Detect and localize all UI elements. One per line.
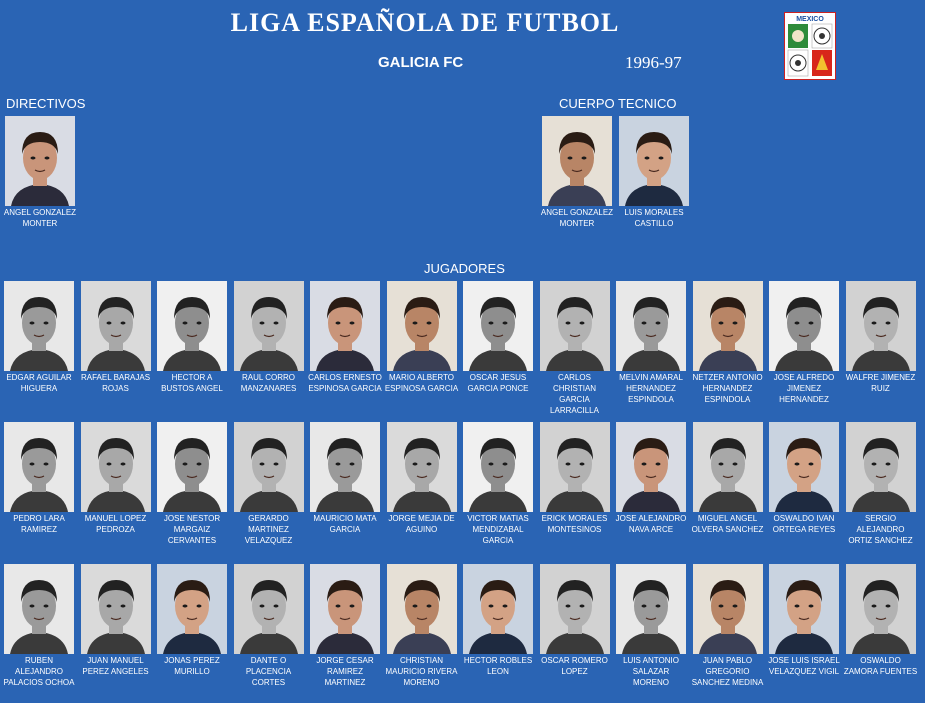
player-photo	[846, 564, 916, 654]
player-card	[232, 422, 306, 546]
player-card	[691, 281, 765, 405]
player-card	[461, 564, 535, 677]
player-card	[461, 281, 535, 394]
player-name: OSWALDO ZAMORA FUENTES	[843, 656, 918, 676]
player-name: MARIO ALBERTO ESPINOSA GARCIA	[384, 373, 459, 393]
player-name: JOSE ALEJANDRO NAVA ARCE	[615, 514, 687, 534]
player-name: LUIS ANTONIO SALAZAR MORENO	[623, 656, 679, 687]
player-card	[538, 281, 612, 416]
player-photo	[4, 564, 74, 654]
jugadores-heading: JUGADORES	[424, 261, 505, 276]
player-photo	[81, 281, 151, 371]
cuerpo-tecnico-name: ANGEL GONZALEZ MONTER	[540, 208, 614, 228]
player-card	[2, 422, 76, 535]
player-photo	[310, 281, 380, 371]
player-card	[79, 422, 153, 535]
player-name: CARLOS ERNESTO ESPINOSA GARCIA	[308, 373, 382, 393]
player-card	[385, 422, 459, 535]
player-photo	[387, 422, 457, 512]
player-photo	[234, 422, 304, 512]
player-photo	[616, 422, 686, 512]
player-card	[79, 281, 153, 394]
player-card	[308, 564, 382, 688]
player-photo	[769, 422, 839, 512]
player-name: JOSE LUIS ISRAEL VELAZQUEZ VIGIL	[768, 656, 840, 676]
club-crest-logo	[784, 12, 836, 80]
player-photo	[616, 564, 686, 654]
player-card	[767, 422, 841, 535]
player-photo	[693, 281, 763, 371]
page-title: LIGA ESPAÑOLA DE FUTBOL	[230, 8, 620, 37]
directivo-name: ANGEL GONZALEZ MONTER	[3, 208, 77, 228]
player-name: DANTE O PLACENCIA CORTES	[245, 656, 292, 687]
player-photo	[387, 281, 457, 371]
player-name: JOSE ALFREDO JIMENEZ HERNANDEZ	[773, 373, 835, 404]
cuerpo-tecnico-photo	[542, 116, 612, 206]
player-photo	[616, 281, 686, 371]
player-card	[308, 422, 382, 535]
player-name: HECTOR ROBLES LEON	[463, 656, 533, 676]
player-card	[691, 422, 765, 535]
player-name: RAFAEL BARAJAS ROJAS	[80, 373, 151, 393]
player-name: PEDRO LARA RAMIREZ	[13, 514, 65, 534]
directivo-photo	[5, 116, 75, 206]
directivo-card	[3, 116, 77, 229]
player-card	[767, 564, 841, 677]
cuerpo-tecnico-photo	[619, 116, 689, 206]
player-name: JUAN MANUEL PEREZ ANGELES	[82, 656, 149, 676]
player-name: OSWALDO IVAN ORTEGA REYES	[772, 514, 836, 534]
player-photo	[540, 422, 610, 512]
player-card	[614, 281, 688, 405]
player-card	[385, 564, 459, 688]
player-card	[155, 564, 229, 677]
player-card	[844, 564, 918, 677]
player-photo	[157, 422, 227, 512]
season-label: 1996-97	[625, 53, 682, 72]
player-card	[844, 281, 918, 394]
player-photo	[463, 281, 533, 371]
player-photo	[769, 281, 839, 371]
player-name: MIGUEL ANGEL OLVERA SANCHEZ	[691, 514, 764, 534]
player-name: NETZER ANTONIO HERNANDEZ ESPINDOLA	[692, 373, 763, 404]
player-photo	[81, 564, 151, 654]
player-name: SERGIO ALEJANDRO ORTIZ SANCHEZ	[848, 514, 913, 545]
player-name: JUAN PABLO GREGORIO SANCHEZ MEDINA	[691, 656, 764, 687]
player-name: WALFRE JIMENEZ RUIZ	[845, 373, 916, 393]
player-photo	[463, 564, 533, 654]
player-name: ERICK MORALES MONTESINOS	[541, 514, 608, 534]
player-card	[232, 281, 306, 394]
player-photo	[540, 564, 610, 654]
player-card	[232, 564, 306, 688]
player-photo	[846, 281, 916, 371]
player-name: CHRISTIAN MAURICIO RIVERA MORENO	[385, 656, 458, 687]
team-name: GALICIA FC	[378, 54, 464, 71]
player-card	[461, 422, 535, 546]
cuerpo-tecnico-card	[540, 116, 614, 229]
player-name: MANUEL LOPEZ PEDROZA	[84, 514, 147, 534]
player-photo	[234, 281, 304, 371]
player-card	[155, 281, 229, 394]
player-photo	[387, 564, 457, 654]
crest-text: MEXICO	[796, 16, 824, 23]
cuerpo-tecnico-heading: CUERPO TECNICO	[559, 96, 677, 111]
player-photo	[463, 422, 533, 512]
player-photo	[769, 564, 839, 654]
directivos-heading: DIRECTIVOS	[6, 96, 86, 111]
player-photo	[157, 564, 227, 654]
player-photo	[310, 422, 380, 512]
player-card	[79, 564, 153, 677]
player-card	[691, 564, 765, 688]
player-photo	[846, 422, 916, 512]
cuerpo-tecnico-card	[617, 116, 691, 229]
player-name: HECTOR A BUSTOS ANGEL	[161, 373, 223, 393]
player-name: GERARDO MARTINEZ VELAZQUEZ	[244, 514, 293, 545]
player-photo	[310, 564, 380, 654]
player-name: VICTOR MATIAS MENDIZABAL GARCIA	[467, 514, 529, 545]
player-card	[385, 281, 459, 394]
player-photo	[157, 281, 227, 371]
player-name: RAUL CORRO MANZANARES	[240, 373, 297, 393]
player-card	[155, 422, 229, 546]
player-photo	[540, 281, 610, 371]
player-photo	[81, 422, 151, 512]
player-name: JONAS PEREZ MURILLO	[164, 656, 220, 676]
player-name: JOSE NESTOR MARGAIZ CERVANTES	[163, 514, 221, 545]
player-photo	[4, 281, 74, 371]
player-name: EDGAR AGUILAR HIGUERA	[6, 373, 72, 393]
player-card	[308, 281, 382, 394]
player-photo	[693, 422, 763, 512]
player-name: JORGE CESAR RAMIREZ MARTINEZ	[316, 656, 374, 687]
player-name: RUBEN ALEJANDRO PALACIOS OCHOA	[3, 656, 75, 687]
player-name: OSCAR JESUS GARCIA PONCE	[467, 373, 529, 393]
player-card	[844, 422, 918, 546]
cuerpo-tecnico-name: LUIS MORALES CASTILLO	[624, 208, 684, 228]
player-card	[614, 564, 688, 688]
player-card	[2, 564, 76, 688]
player-name: JORGE MEJIA DE AGUINO	[388, 514, 455, 534]
player-card	[538, 564, 612, 677]
player-card	[614, 422, 688, 535]
player-name: OSCAR ROMERO LOPEZ	[541, 656, 608, 676]
player-card	[538, 422, 612, 535]
player-photo	[693, 564, 763, 654]
player-photo	[4, 422, 74, 512]
player-photo	[234, 564, 304, 654]
player-name: MAURICIO MATA GARCIA	[313, 514, 377, 534]
player-card	[767, 281, 841, 405]
player-card	[2, 281, 76, 394]
player-name: MELVIN AMARAL HERNANDEZ ESPINDOLA	[619, 373, 683, 404]
player-name: CARLOS CHRISTIAN GARCIA LARRACILLA	[550, 373, 599, 415]
